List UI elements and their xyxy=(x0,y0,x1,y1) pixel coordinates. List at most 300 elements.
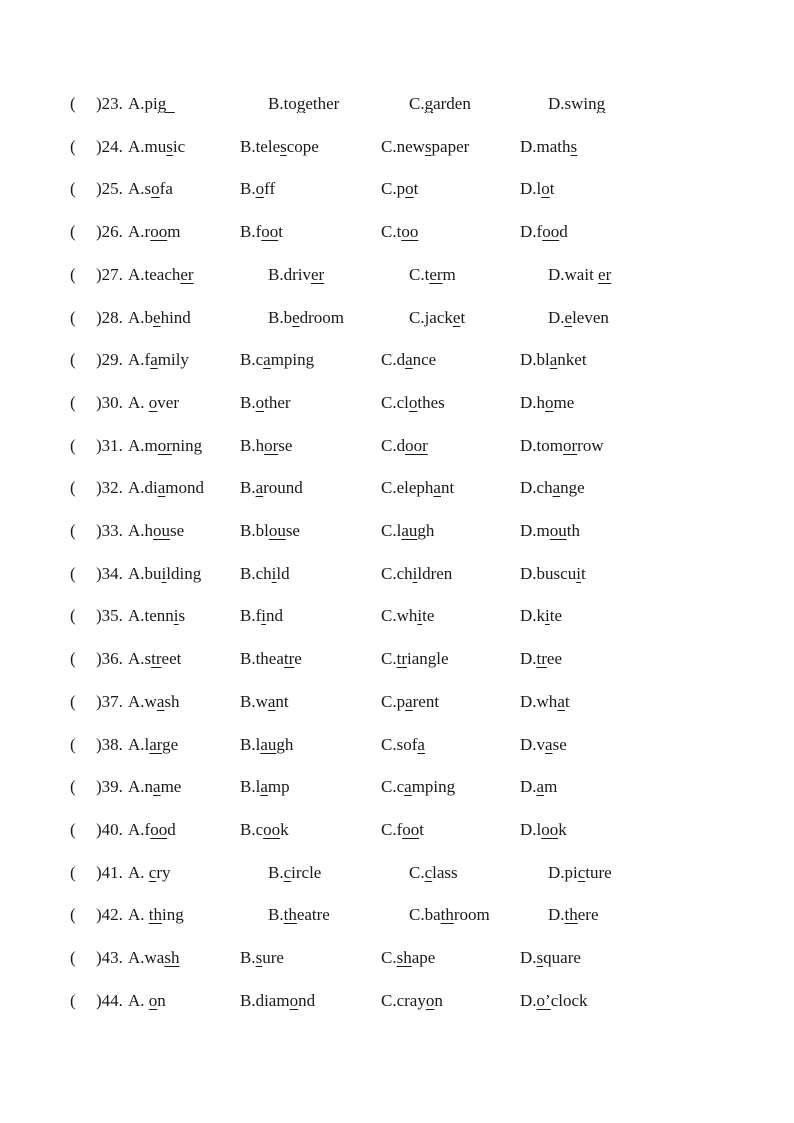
option-a xyxy=(128,732,178,758)
option-text: arden xyxy=(433,94,471,113)
option-text: C.t xyxy=(409,264,430,284)
question-number: )24. xyxy=(96,136,123,156)
underlined-letters: i xyxy=(545,606,550,626)
option-text: B.thea xyxy=(240,649,284,669)
underlined-letters: a xyxy=(260,777,268,797)
option-a xyxy=(128,305,191,331)
option-text: D.k xyxy=(520,606,546,626)
option-a xyxy=(128,176,173,202)
option-b xyxy=(240,134,319,160)
question-row xyxy=(0,774,794,800)
option-text: quare xyxy=(543,948,581,967)
option-text: nt xyxy=(440,478,455,498)
option-text: C.sof xyxy=(381,734,418,754)
question-row xyxy=(0,988,794,1014)
option-a xyxy=(128,646,181,672)
option-a xyxy=(128,860,171,886)
option-text: me xyxy=(553,392,575,412)
option-text: nket xyxy=(557,350,587,370)
underlined-letters: c xyxy=(283,862,292,882)
option-text: se xyxy=(278,435,293,455)
option-text: A.f xyxy=(128,819,151,839)
answer-blank-paren: ( xyxy=(70,264,76,284)
option-text: te xyxy=(549,606,563,626)
question-number: )35. xyxy=(96,606,123,626)
option-text: C.cl xyxy=(381,392,409,412)
option-text: C.f xyxy=(381,819,403,839)
option-text: nce xyxy=(412,350,437,370)
option-d xyxy=(520,732,567,758)
question-number: )33. xyxy=(96,521,123,540)
option-text: D. xyxy=(520,777,537,797)
underlined-letters: th xyxy=(283,905,297,925)
option-b xyxy=(240,561,290,587)
option-text: A.pi xyxy=(128,94,158,113)
option-text: ver xyxy=(157,392,179,412)
underlined-letters: tr xyxy=(536,649,547,669)
option-a xyxy=(128,689,179,715)
option-text: n xyxy=(157,990,166,1010)
option-text: ld xyxy=(276,563,290,583)
answer-blank-paren: ( xyxy=(70,862,76,882)
option-a xyxy=(128,561,201,587)
option-b xyxy=(268,902,330,928)
option-b xyxy=(240,219,283,245)
underlined-letters: a xyxy=(557,691,565,711)
underlined-letters: er xyxy=(429,264,443,284)
underlined-letters: oor xyxy=(405,435,428,455)
option-d xyxy=(548,860,612,886)
question-row xyxy=(0,433,794,459)
option-text: D. xyxy=(520,990,537,1010)
answer-blank-paren: ( xyxy=(70,392,76,412)
option-text: cope xyxy=(286,136,319,156)
option-text: D.math xyxy=(520,136,571,156)
option-text: te xyxy=(422,606,435,626)
option-text: row xyxy=(577,435,604,455)
option-a xyxy=(128,603,185,629)
underlined-letters: e xyxy=(292,307,300,327)
option-text: C.t xyxy=(381,222,402,242)
option-c xyxy=(381,433,428,459)
option-c xyxy=(409,860,458,886)
underlined-letters: a xyxy=(405,350,413,370)
option-text: C.c xyxy=(381,777,405,797)
question-row xyxy=(0,945,794,971)
question-row xyxy=(0,732,794,758)
underlined-letters: or xyxy=(562,435,578,455)
underlined-letters: ou xyxy=(268,521,286,540)
option-text: k xyxy=(280,819,289,839)
underlined-letters: o xyxy=(148,392,158,412)
question-number: )31. xyxy=(96,435,123,455)
option-text: mping xyxy=(411,777,456,797)
underlined-letters: a xyxy=(405,691,413,711)
underlined-letters: a xyxy=(549,350,558,370)
option-text: B.l xyxy=(240,777,261,797)
option-c xyxy=(381,774,455,800)
underlined-letters: a xyxy=(404,777,412,797)
option-text: leven xyxy=(572,307,609,327)
option-c xyxy=(381,134,469,160)
answer-blank-paren: ( xyxy=(70,222,76,242)
option-text: D.tom xyxy=(520,435,563,455)
option-b xyxy=(240,475,303,501)
option-text: ic xyxy=(172,136,186,156)
option-text: k xyxy=(558,819,567,839)
option-text: C.wh xyxy=(381,606,418,626)
option-text: n xyxy=(434,990,443,1010)
question-number: )40. xyxy=(96,819,123,839)
option-d xyxy=(520,689,570,715)
question-number: )27. xyxy=(96,264,123,284)
option-b xyxy=(240,732,293,758)
option-text: rent xyxy=(412,691,440,711)
underlined-letters: au xyxy=(401,521,418,540)
option-text: C.new xyxy=(381,136,425,156)
answer-blank-paren: ( xyxy=(70,606,76,626)
underlined-letters: a xyxy=(255,478,264,498)
underlined-letters: i xyxy=(417,606,423,626)
option-a xyxy=(128,433,202,459)
option-text: D. xyxy=(548,307,565,327)
option-text: C.eleph xyxy=(381,478,434,498)
underlined-letters: c xyxy=(577,862,586,882)
option-a xyxy=(128,134,185,160)
option-text: eet xyxy=(161,649,182,669)
option-text: C.jack xyxy=(409,307,453,327)
question-row xyxy=(0,347,794,373)
option-text: hind xyxy=(160,307,191,327)
underlined-letters: a xyxy=(156,691,165,711)
option-text: D.ch xyxy=(520,478,553,498)
option-c xyxy=(381,732,425,758)
underlined-letters: c xyxy=(148,862,157,882)
underlined-letters: a xyxy=(552,478,561,498)
option-text: B. xyxy=(268,862,284,882)
option-text: C.d xyxy=(381,350,406,370)
option-c xyxy=(409,91,471,117)
option-d xyxy=(520,475,585,501)
underlined-letters: g xyxy=(157,94,167,113)
option-c xyxy=(409,305,465,331)
option-text: B.h xyxy=(240,435,265,455)
option-text: D.v xyxy=(520,734,546,754)
answer-blank-paren: ( xyxy=(70,649,76,669)
option-text: B. xyxy=(240,179,256,199)
option-b xyxy=(268,262,324,288)
underlined-letters: th xyxy=(440,905,454,925)
underlined-letters: a xyxy=(417,734,425,754)
question-row xyxy=(0,475,794,501)
option-text: D.l xyxy=(520,819,542,839)
question-row xyxy=(0,817,794,843)
question-number: )39. xyxy=(96,777,123,797)
underlined-letters xyxy=(166,94,175,113)
underlined-letters: a xyxy=(263,350,271,370)
option-a xyxy=(128,945,179,971)
option-text: C.d xyxy=(381,435,406,455)
answer-blank-paren: ( xyxy=(70,521,76,540)
option-b xyxy=(240,518,300,544)
underlined-letters: er xyxy=(180,264,194,284)
option-text: C.ba xyxy=(409,905,441,925)
option-a xyxy=(128,347,189,373)
underlined-letters: s xyxy=(570,136,578,156)
option-b xyxy=(240,390,291,416)
question-row xyxy=(0,860,794,886)
underlined-letters: oo xyxy=(402,819,420,839)
option-text: B.c xyxy=(240,819,264,839)
option-text: ircle xyxy=(291,862,322,882)
underlined-letters: s xyxy=(166,136,173,156)
underlined-letters: e xyxy=(564,307,573,327)
option-d xyxy=(520,774,557,800)
option-text: A.wa xyxy=(128,948,165,967)
underlined-letters: a xyxy=(150,350,158,370)
option-text: A.h xyxy=(128,521,154,540)
underlined-letters: ou xyxy=(153,521,171,540)
underlined-letters: i xyxy=(161,563,167,583)
option-text: A.teach xyxy=(128,264,181,284)
underlined-letters: o xyxy=(148,990,158,1010)
underlined-letters: e xyxy=(452,307,461,327)
underlined-letters: s xyxy=(424,136,432,156)
option-text: A.s xyxy=(128,179,152,199)
option-d xyxy=(520,518,580,544)
option-text: sh xyxy=(164,691,180,711)
option-text: D.buscu xyxy=(520,563,577,583)
option-text: D.pi xyxy=(548,862,578,882)
underlined-letters: tr xyxy=(151,649,162,669)
option-text: D.m xyxy=(520,521,550,540)
underlined-letters: o xyxy=(255,179,265,199)
option-text: B.diam xyxy=(240,990,290,1010)
option-text: mping xyxy=(270,350,315,370)
option-text: A.b xyxy=(128,307,154,327)
question-number: )37. xyxy=(96,691,123,711)
underlined-letters: o xyxy=(541,179,550,199)
option-d xyxy=(520,988,588,1014)
option-d xyxy=(520,561,586,587)
option-text: nge xyxy=(560,478,585,498)
question-number: )38. xyxy=(96,734,123,754)
option-text: A.tenn xyxy=(128,606,174,626)
underlined-letters: i xyxy=(576,563,581,583)
underlined-letters: tr xyxy=(283,649,295,669)
option-text: B. xyxy=(268,905,284,925)
underlined-letters: e xyxy=(153,307,161,327)
underlined-letters: au xyxy=(260,734,277,754)
option-text: A. xyxy=(128,905,149,925)
underlined-letters: i xyxy=(271,563,277,583)
question-row xyxy=(0,390,794,416)
option-text: ldren xyxy=(417,563,453,583)
option-text: eatre xyxy=(296,905,330,925)
option-text: D.l xyxy=(520,179,542,199)
option-text: A.f xyxy=(128,350,151,370)
option-text: ry xyxy=(156,862,171,882)
option-text: A.r xyxy=(128,222,151,242)
underlined-letters: o xyxy=(151,179,160,199)
option-text: t xyxy=(278,222,283,242)
question-row xyxy=(0,518,794,544)
question-number: )41. xyxy=(96,862,123,882)
option-text: nd xyxy=(298,990,316,1010)
option-a xyxy=(128,91,175,117)
option-text: ning xyxy=(171,435,203,455)
question-number: )44. xyxy=(96,990,123,1010)
answer-blank-paren: ( xyxy=(70,777,76,797)
option-text: A.l xyxy=(128,734,150,754)
option-d xyxy=(520,603,562,629)
answer-blank-paren: ( xyxy=(70,563,76,583)
answer-blank-paren: ( xyxy=(70,435,76,455)
option-b xyxy=(240,646,302,672)
option-text: D.wait xyxy=(548,264,599,284)
answer-blank-paren: ( xyxy=(70,94,76,113)
option-a xyxy=(128,774,181,800)
option-b xyxy=(268,860,321,886)
option-text: D. xyxy=(520,948,537,967)
option-text: A. xyxy=(128,862,149,882)
option-d xyxy=(520,134,577,160)
underlined-letters: oo xyxy=(261,222,279,242)
option-text: e xyxy=(294,649,302,669)
underlined-letters: sh xyxy=(396,948,412,967)
answer-blank-paren: ( xyxy=(70,136,76,156)
option-text: ge xyxy=(162,734,179,754)
option-a xyxy=(128,518,184,544)
option-text: t xyxy=(580,563,586,583)
option-text: B.c xyxy=(240,350,264,370)
underlined-letters: i xyxy=(412,563,418,583)
option-text: C.p xyxy=(381,691,406,711)
option-b xyxy=(240,945,284,971)
option-text: se xyxy=(552,734,567,754)
option-text: droom xyxy=(299,307,345,327)
option-text: ether xyxy=(305,94,340,113)
option-b xyxy=(240,817,289,843)
underlined-letters: oo xyxy=(401,222,419,242)
underlined-letters: a xyxy=(267,691,276,711)
underlined-letters: s xyxy=(536,948,544,967)
option-text: nt xyxy=(275,691,289,711)
option-b xyxy=(240,433,292,459)
question-number: )43. xyxy=(96,948,123,967)
question-row xyxy=(0,689,794,715)
question-row xyxy=(0,305,794,331)
option-text: m xyxy=(544,777,558,797)
option-text: me xyxy=(160,777,182,797)
option-text: m xyxy=(167,222,181,242)
question-number: )36. xyxy=(96,649,123,669)
question-row xyxy=(0,219,794,245)
option-d xyxy=(520,646,562,672)
option-d xyxy=(548,262,611,288)
question-number: )25. xyxy=(96,179,123,199)
underlined-letters: oo xyxy=(150,819,168,839)
option-text: ure xyxy=(262,948,284,967)
option-d xyxy=(520,347,587,373)
underlined-letters: a xyxy=(536,777,545,797)
option-text: B.driv xyxy=(268,264,311,284)
question-row xyxy=(0,603,794,629)
underlined-letters: o xyxy=(545,392,554,412)
option-c xyxy=(381,390,445,416)
option-text: mily xyxy=(157,350,189,370)
option-text: A.s xyxy=(128,649,152,669)
underlined-letters: sh xyxy=(164,948,180,967)
question-row xyxy=(0,91,794,117)
option-text: A.bu xyxy=(128,563,162,583)
option-text: s xyxy=(178,606,186,626)
option-text: A. xyxy=(128,392,149,412)
option-text: A.di xyxy=(128,478,158,498)
option-text: C.ch xyxy=(381,563,413,583)
option-text: t xyxy=(549,179,555,199)
underlined-letters: oo xyxy=(150,222,168,242)
option-d xyxy=(520,219,568,245)
option-text: B. xyxy=(240,948,256,967)
option-text: B.f xyxy=(240,222,262,242)
answer-blank-paren: ( xyxy=(70,350,76,370)
answer-blank-paren: ( xyxy=(70,478,76,498)
option-text: B. xyxy=(240,392,256,412)
underlined-letters: o xyxy=(408,392,418,412)
underlined-letters: o xyxy=(425,990,435,1010)
question-number: )30. xyxy=(96,392,123,412)
underlined-letters: o xyxy=(289,990,299,1010)
question-number: )34. xyxy=(96,563,123,583)
option-a xyxy=(128,219,180,245)
option-c xyxy=(381,646,449,672)
underlined-letters: oo xyxy=(263,819,281,839)
option-text: t xyxy=(460,307,466,327)
option-a xyxy=(128,817,176,843)
option-text: A.m xyxy=(128,435,158,455)
underlined-letters: g xyxy=(424,94,434,113)
option-text: ff xyxy=(264,179,276,199)
question-number: )26. xyxy=(96,222,123,242)
answer-blank-paren: ( xyxy=(70,948,76,967)
option-c xyxy=(381,176,418,202)
option-text: D.swin xyxy=(548,94,597,113)
answer-blank-paren: ( xyxy=(70,307,76,327)
option-c xyxy=(409,262,456,288)
option-d xyxy=(548,305,609,331)
underlined-letters: a xyxy=(545,734,553,754)
option-b xyxy=(240,603,283,629)
underlined-letters: i xyxy=(261,606,266,626)
option-text: t xyxy=(419,819,424,839)
option-b xyxy=(240,689,289,715)
option-d xyxy=(520,817,567,843)
option-text: fa xyxy=(159,179,173,199)
question-row xyxy=(0,262,794,288)
option-text: t xyxy=(413,179,419,199)
option-c xyxy=(381,603,434,629)
option-c xyxy=(381,518,434,544)
option-text: se xyxy=(285,521,300,540)
option-text: ing xyxy=(162,905,184,925)
underlined-letters: oo xyxy=(542,222,560,242)
option-b xyxy=(240,176,275,202)
option-text: gh xyxy=(276,734,294,754)
underlined-letters: o xyxy=(255,392,265,412)
answer-blank-paren: ( xyxy=(70,734,76,754)
option-text: D. xyxy=(548,905,565,925)
